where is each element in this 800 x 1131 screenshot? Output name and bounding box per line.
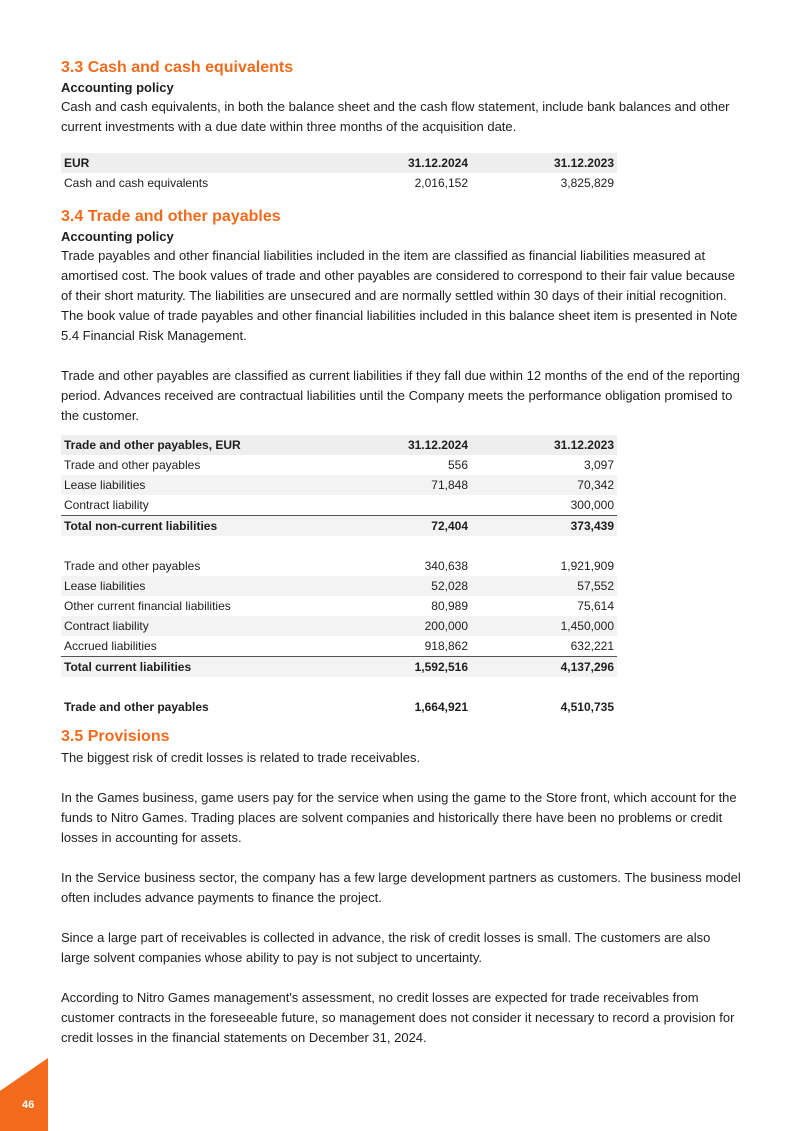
payables-table xyxy=(61,435,617,717)
column-header: 31.12.2024 xyxy=(325,435,471,455)
cell-value: 300,000 xyxy=(570,498,614,512)
table-row xyxy=(61,576,617,596)
cell-value: 52,028 xyxy=(325,576,471,596)
cell-value xyxy=(325,495,471,516)
row-label: Contract liability xyxy=(61,616,325,636)
table-header-row xyxy=(61,435,617,455)
row-label: Trade and other payables xyxy=(64,458,201,472)
column-header: EUR xyxy=(61,153,325,173)
cell-value: 1,921,909 xyxy=(560,559,614,573)
table-row xyxy=(61,616,617,636)
provisions-paragraph: In the Games business, game users pay for the service when using the game to the Store front, which account for the funds to Nitro Games. Trading places are solvent companies and historically there have been no problems or credit losses in accounting for assets. xyxy=(61,790,737,845)
row-label: Trade and other payables xyxy=(64,700,209,714)
row-label: Lease liabilities xyxy=(61,576,325,596)
cell-value: 4,510,735 xyxy=(560,700,614,714)
cell-value: 3,825,829 xyxy=(560,176,614,190)
cell-value: 70,342 xyxy=(471,475,617,495)
cell-value: 57,552 xyxy=(471,576,617,596)
cell-value: 918,862 xyxy=(424,639,468,653)
row-label: Total current liabilities xyxy=(61,657,325,678)
cell-value: 80,989 xyxy=(431,599,468,613)
page-number: 46 xyxy=(22,1099,35,1111)
provisions-paragraph: Since a large part of receivables is collected in advance, the risk of credit losses is small. The customers are also large solvent companies whose ability to pay is not subject to uncertainty. xyxy=(61,930,711,965)
row-label: Contract liability xyxy=(64,498,149,512)
cell-value: 3,097 xyxy=(583,458,614,472)
provisions-paragraph: In the Service business sector, the company has a few large development partners as customers. The business model often includes advance payments to finance the project. xyxy=(61,870,741,905)
column-header: Trade and other payables, EUR xyxy=(61,435,325,455)
cell-value: 373,439 xyxy=(471,516,617,537)
table-row xyxy=(61,455,617,475)
row-label: Total non-current liabilities xyxy=(61,516,325,537)
cash-policy-text: Cash and cash equivalents, in both the balance sheet and the cash flow statement, include bank balances and other current investments with a due date within three months of the acquisition date. xyxy=(61,99,730,134)
cell-value: 2,016,152 xyxy=(414,176,468,190)
page-corner-tab xyxy=(0,1058,48,1131)
row-label: Trade and other payables xyxy=(64,559,201,573)
cell-value: 1,664,921 xyxy=(414,700,468,714)
cell-value: 632,221 xyxy=(570,639,614,653)
cell-value: 340,638 xyxy=(424,559,468,573)
row-label: Lease liabilities xyxy=(61,475,325,495)
row-label: Cash and cash equivalents xyxy=(64,176,209,190)
payables-classification-text: Trade and other payables are classified as current liabilities if they fall due within 12 months of the end of the reporting period. Advances received are contractual liabilities until the Company meets the performance obligation promised to the customer. xyxy=(61,368,740,423)
table-row xyxy=(61,475,617,495)
accounting-policy-heading: Accounting policy xyxy=(61,80,174,95)
section-3-4 xyxy=(61,206,741,426)
row-label: Accrued liabilities xyxy=(64,639,157,653)
provisions-paragraph: The biggest risk of credit losses is related to trade receivables. xyxy=(61,750,421,765)
section-3-3-title: 3.3 Cash and cash equivalents xyxy=(61,59,294,76)
cash-table xyxy=(61,153,617,193)
cell-value: 556 xyxy=(447,458,468,472)
table-row xyxy=(61,495,617,516)
grand-total-row xyxy=(61,697,617,717)
cell-value: 72,404 xyxy=(325,516,471,537)
table-row xyxy=(61,636,617,657)
spacer-row xyxy=(61,677,617,697)
column-header: 31.12.2024 xyxy=(325,153,471,173)
column-header: 31.12.2023 xyxy=(471,435,617,455)
cell-value: 71,848 xyxy=(325,475,471,495)
accounting-policy-heading: Accounting policy xyxy=(61,229,174,244)
section-3-5 xyxy=(61,726,741,1048)
cell-value: 1,450,000 xyxy=(471,616,617,636)
cell-value: 1,592,516 xyxy=(325,657,471,678)
column-header: 31.12.2023 xyxy=(471,153,617,173)
total-row xyxy=(61,516,617,537)
cell-value: 4,137,296 xyxy=(471,657,617,678)
table-header-row xyxy=(61,153,617,173)
table-row xyxy=(61,556,617,576)
payables-policy-text: Trade payables and other financial liabilities included in the item are classified as financial liabilities measured at amortised cost. The book values of trade and other payables are considered to correspond to their fair value because of their short maturity. The liabilities are unsecured and are normally settled within 30 days of their initial recognition. The book value of trade payables and other financial liabilities included in this balance sheet item is presented in Note 5.4 Financial Risk Management. xyxy=(61,248,738,343)
provisions-paragraph: According to Nitro Games management's assessment, no credit losses are expected for trade receivables from customer contracts in the foreseeable future, so management does not consider it necessary to record a provision for credit losses in the financial statements on December 31, 2024. xyxy=(61,990,735,1045)
cell-value: 200,000 xyxy=(325,616,471,636)
table-row xyxy=(61,596,617,616)
section-3-5-title: 3.5 Provisions xyxy=(61,728,170,745)
row-label: Other current financial liabilities xyxy=(64,599,231,613)
page-content xyxy=(61,57,741,157)
total-row xyxy=(61,657,617,678)
spacer-row xyxy=(61,536,617,556)
cell-value: 75,614 xyxy=(577,599,614,613)
table-row xyxy=(61,173,617,193)
section-3-4-title: 3.4 Trade and other payables xyxy=(61,208,281,225)
